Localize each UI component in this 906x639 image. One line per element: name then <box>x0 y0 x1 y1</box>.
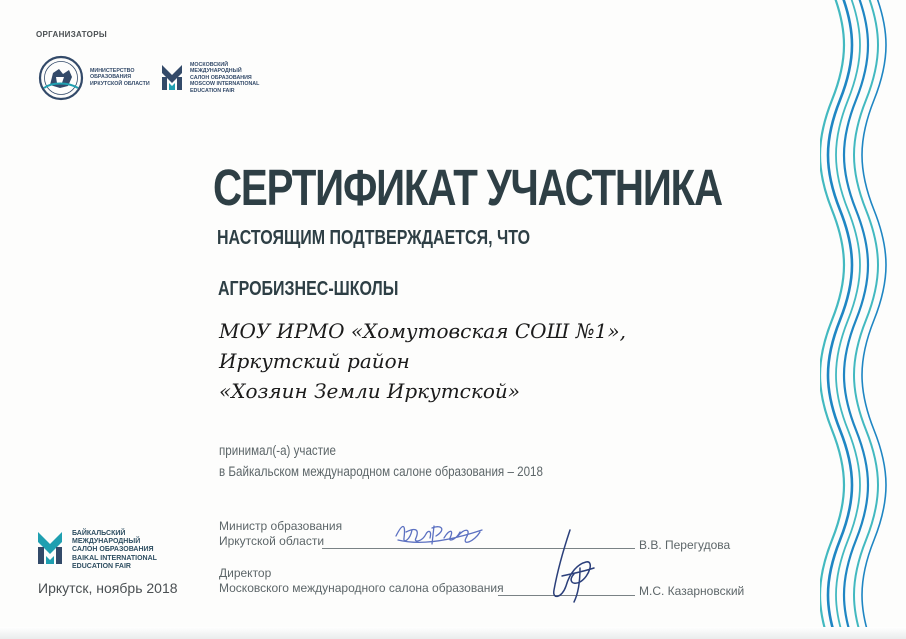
certificate-title: СЕРТИФИКАТ УЧАСТНИКА <box>213 159 722 216</box>
signatory-title-line: Иркутской области <box>219 534 325 548</box>
ministry-name-line: МИНИСТЕРСТВО <box>90 68 135 74</box>
organizers-label: ОРГАНИЗАТОРЫ <box>36 30 107 39</box>
certificate-category: АГРОБИЗНЕС-ШКОЛЫ <box>218 278 399 300</box>
fair-name-line: САЛОН ОБРАЗОВАНИЯ <box>72 546 154 554</box>
recipient-line: Иркутский район <box>219 349 410 373</box>
recipient-line: МОУ ИРМО «Хомутовская СОШ №1», <box>219 319 626 343</box>
signatory-director-title <box>219 566 504 596</box>
fair-name-line: МОСКОВСКИЙ <box>190 62 229 68</box>
fair-name-line: MOSCOW INTERNATIONAL <box>190 81 260 88</box>
baikal-fair-logo-icon <box>36 530 64 566</box>
fair-name-line: BAIKAL INTERNATIONAL <box>72 554 157 562</box>
signatory-title-line: Московского международного салона образования <box>219 581 504 595</box>
fair-name-line: EDUCATION FAIR <box>190 87 235 94</box>
recipient-line: «Хозяин Земли Иркутской» <box>219 379 520 403</box>
moscow-fair-logo-icon <box>160 63 184 91</box>
moscow-fair-name <box>190 62 300 94</box>
signatory-minister-name: В.В. Перегудова <box>639 538 731 552</box>
fair-name-line: МЕЖДУНАРОДНЫЙ <box>190 68 242 75</box>
fair-name-line: БАЙКАЛЬСКИЙ <box>72 530 126 537</box>
certificate-subtitle: НАСТОЯЩИМ ПОДТВЕРЖДАЕТСЯ, ЧТО <box>217 227 531 249</box>
participation-line: принимал(-а) участие <box>219 443 337 458</box>
ministry-name <box>90 68 160 87</box>
signatory-title-line: Министр образования <box>219 519 343 533</box>
signatory-director-name: М.С. Казарновский <box>639 584 745 598</box>
page-bottom-edge <box>0 627 906 639</box>
ministry-name-line: ОБРАЗОВАНИЯ <box>90 74 132 81</box>
fair-name-line: МЕЖДУНАРОДНЫЙ <box>72 538 141 546</box>
minister-signature-icon <box>392 516 488 552</box>
recipient-name <box>219 316 626 406</box>
fair-name-line: EDUCATION FAIR <box>72 562 131 570</box>
decorative-waves-icon <box>820 0 906 639</box>
signatory-title-line: Директор <box>219 566 272 580</box>
participation-text <box>219 440 543 482</box>
signatory-minister-title <box>219 519 342 549</box>
baikal-fair-name <box>72 530 192 571</box>
fair-name-line: САЛОН ОБРАЗОВАНИЯ <box>190 74 252 81</box>
ministry-name-line: ИРКУТСКОЙ ОБЛАСТИ <box>90 80 150 87</box>
participation-line: в Байкальском международном салоне образования – 2018 <box>219 464 543 479</box>
director-signature-icon <box>540 528 604 604</box>
ministry-emblem-icon <box>38 55 84 101</box>
place-and-date: Иркутск, ноябрь 2018 <box>38 580 178 596</box>
